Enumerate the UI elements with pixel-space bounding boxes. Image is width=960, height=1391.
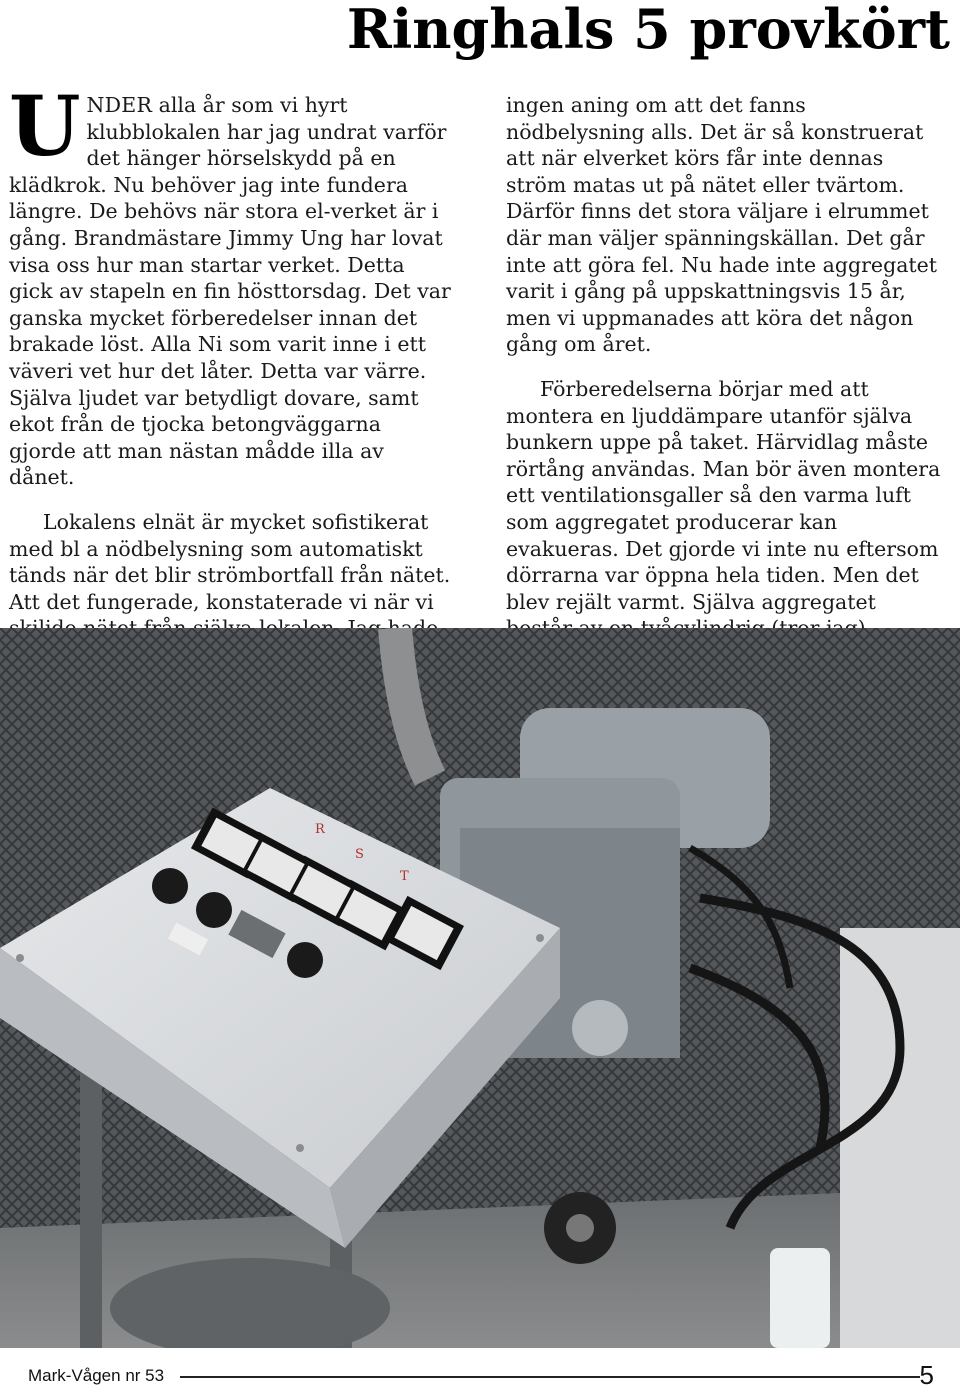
screw: [296, 1144, 304, 1152]
selector-knob-2: [196, 892, 232, 928]
right-wall: [840, 928, 960, 1348]
article-title: Ringhals 5 provkört: [346, 0, 950, 61]
panel-letter-s: S: [355, 847, 364, 862]
generator-illustration: [0, 628, 960, 1348]
bottle: [770, 1248, 830, 1348]
wheel-hub: [566, 1214, 594, 1242]
screw: [536, 934, 544, 942]
screw: [16, 954, 24, 962]
text-column-left: [9, 79, 454, 642]
lead-caps: NDER: [86, 93, 153, 117]
text-column-right: [506, 92, 946, 668]
drop-cap: U: [9, 79, 81, 175]
page-number: 5: [919, 1360, 934, 1390]
selector-knob-1: [152, 868, 188, 904]
panel-letter-t: T: [400, 869, 409, 884]
engine-pulley: [572, 1000, 628, 1056]
generator-photo: [0, 628, 960, 1348]
paragraph-2: Lokalens elnät är mycket sofistikerat med bl a nödbelysning som automatiskt tänds när det blir strömbortfall från nätet. Att det fungerade, konstaterade vi när vi: [9, 509, 451, 614]
paragraph-3: ingen aning om att det fanns nödbelysning alls. Det är så konstruerat att när elverket körs får inte dennas ström matas ut på nätet eller tvärtom. Därför finns det stora väljare i elrummet där man väljer spänningskällan. Det går inte att göra fel. Nu hade inte aggregatet varit i gång på uppskattningsvis 15 år, men vi uppmanades att köra det någon gång om året.: [506, 93, 938, 357]
panel-letter-r: R: [315, 822, 325, 837]
frame-leg-left: [80, 1048, 102, 1348]
lead-text: alla år som vi hyrt klubblokalen har jag undrat varför det hänger hörselskydd på en klädkrok. Nu behöver jag inte fundera längre. De behövs när stora el-verket är i gång. Brandmästare Jimmy Ung har lovat visa oss hur man startar verket. Detta gick av stapeln en fin hösttorsdag. Det var ganska mycket förberedelser innan det brakade löst. Alla Ni som varit inne i ett väveri vet hur det låter. Detta var värre. Själva ljudet var betydligt dovare, samt ekot från de tjocka betongväggarna gjorde att man nästan mådde illa av dånet.: [9, 93, 451, 490]
publication-label: Mark-Vågen nr 53: [28, 1366, 165, 1385]
paragraph-4: Förberedelserna börjar med att montera en ljuddämpare utanför själva bunkern uppe på taket. Härvidlag måste rörtång användas. Man bör även montera ett ventilationsgaller så den varma luft som aggregatet producerar kan evakueras. Det gjorde vi inte nu eftersom dörrarna var öppna hela tiden. Men det blev rejält varmt. Själva aggregatet: [506, 376, 941, 614]
selector-knob-3: [287, 942, 323, 978]
lead-paragraph: [9, 79, 454, 491]
footer-rule: [180, 1376, 920, 1378]
